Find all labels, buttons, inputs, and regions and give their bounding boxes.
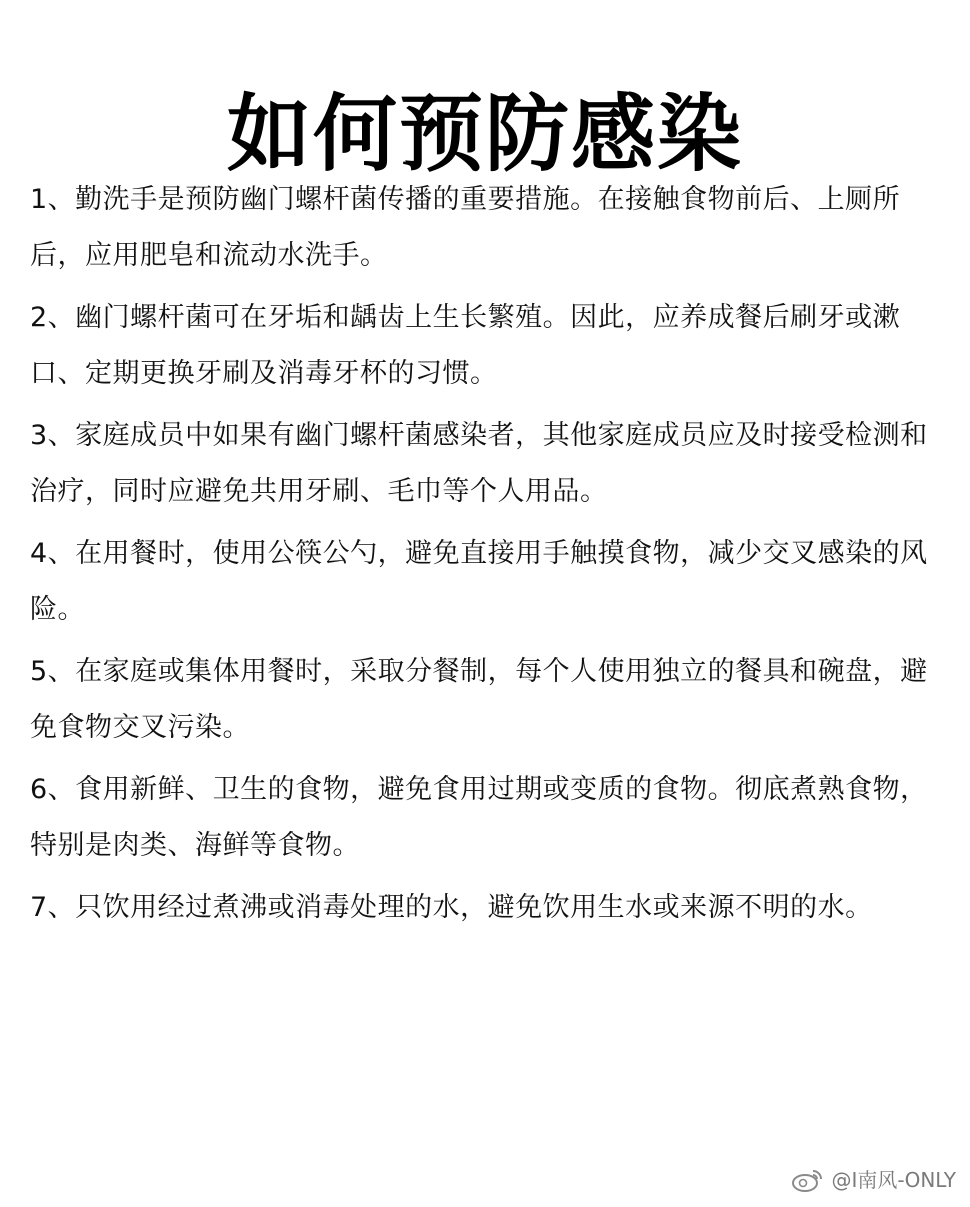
page-title: 如何预防感染 <box>226 84 743 184</box>
weibo-icon <box>791 1165 825 1193</box>
tip-item-4: 4、在用餐时，使用公筷公勺，避免直接用手触摸食物，减少交叉感染的风险。 <box>30 538 928 625</box>
tip-item-1: 1、勤洗手是预防幽门螺杆菌传播的重要措施。在接触食物前后、上厕所后，应用肥皂和流动水洗手。 <box>30 184 901 271</box>
tip-item-5: 5、在家庭或集体用餐时，采取分餐制，每个人使用独立的餐具和碗盘，避免食物交叉污染。 <box>30 656 928 743</box>
watermark <box>791 1164 956 1193</box>
watermark-text: @I南风-ONLY <box>831 1168 956 1192</box>
tips-list <box>30 172 930 942</box>
tip-item-3: 3、家庭成员中如果有幽门螺杆菌感染者，其他家庭成员应及时接受检测和治疗，同时应避免共用牙刷、毛巾等个人用品。 <box>30 420 928 507</box>
tip-item-7: 7、只饮用经过煮沸或消毒处理的水，避免饮用生水或来源不明的水。 <box>30 892 873 923</box>
tip-item-2: 2、幽门螺杆菌可在牙垢和龋齿上生长繁殖。因此，应养成餐后刷牙或漱口、定期更换牙刷及消毒牙杯的习惯。 <box>30 302 901 389</box>
tip-item-6: 6、食用新鲜、卫生的食物，避免食用过期或变质的食物。彻底煮熟食物，特别是肉类、海鲜等食物。 <box>30 774 928 861</box>
